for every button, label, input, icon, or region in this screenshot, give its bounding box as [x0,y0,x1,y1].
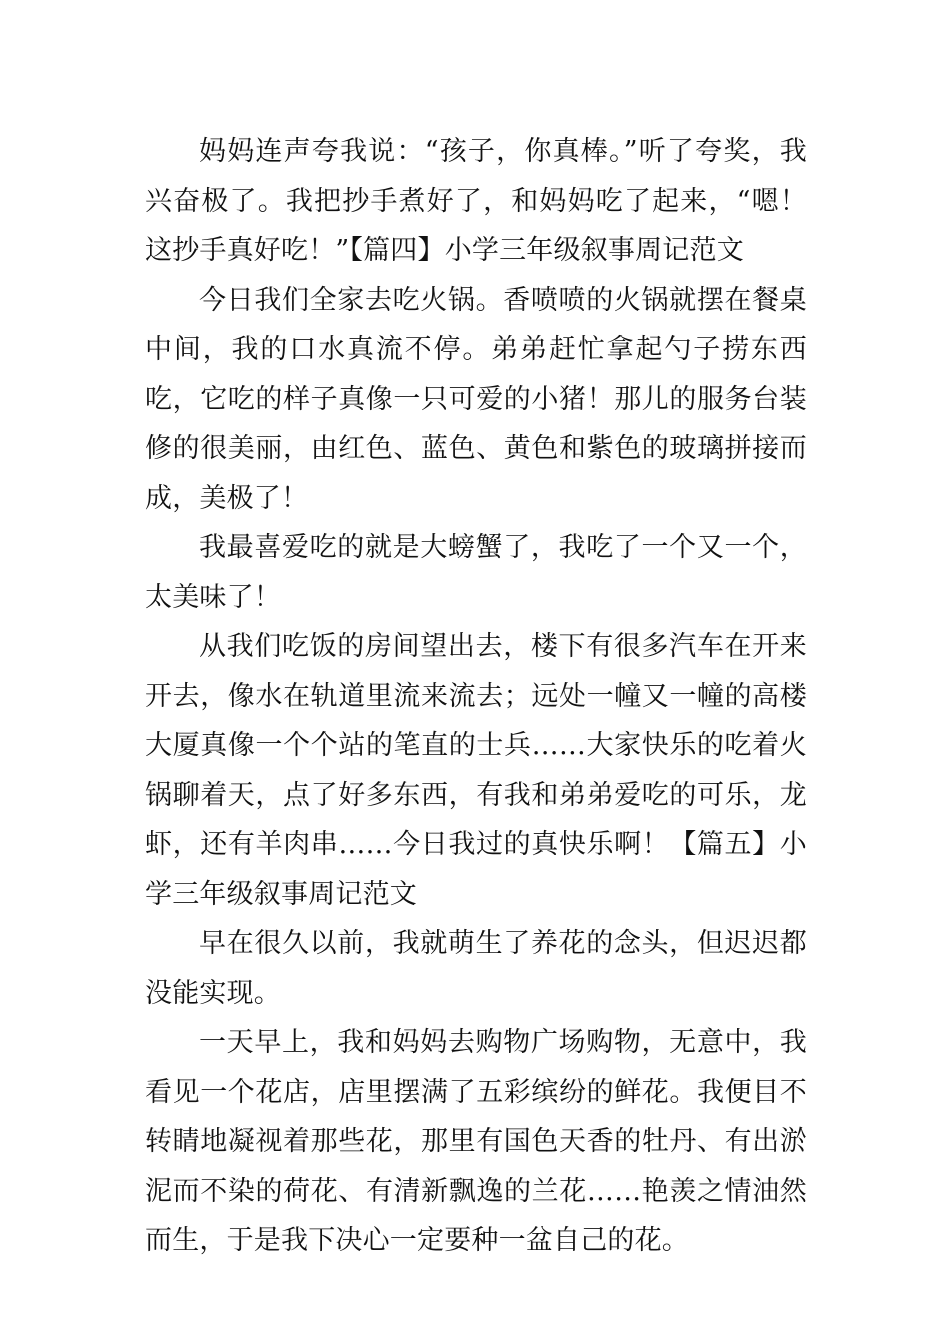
paragraph-3: 我最喜爱吃的就是大螃蟹了，我吃了一个又一个，太美味了！ [145,532,807,613]
paragraph-4: 从我们吃饭的房间望出去，楼下有很多汽车在开来开去，像水在轨道里流来流去；远处一幢又一幢的高楼大厦真像一个个站的笔直的士兵……大家快乐的吃着火锅聊着天，点了好多东西，有我和弟弟爱吃的可乐，龙虾，还有羊肉串……今日我过的真快乐啊！【篇五】小学三年级叙事周记范文 [145,631,807,910]
paragraph-1: 妈妈连声夸我说：“孩子，你真棒。”听了夸奖，我兴奋极了。我把抄手煮好了，和妈妈吃了起来，“嗯！这抄手真好吃！”【篇四】小学三年级叙事周记范文 [145,136,807,266]
paragraph-5: 早在很久以前，我就萌生了养花的念头，但迟迟都没能实现。 [145,928,807,1009]
paragraph-2: 今日我们全家去吃火锅。香喷喷的火锅就摆在餐桌中间，我的口水真流不停。弟弟赶忙拿起勺子捞东西吃，它吃的样子真像一只可爱的小猪！那儿的服务台装修的很美丽，由红色、蓝色、黄色和紫色的玻璃拼接而成，美极了！ [145,284,807,514]
paragraph-6: 一天早上，我和妈妈去购物广场购物，无意中，我看见一个花店，店里摆满了五彩缤纷的鲜花。我便目不转睛地凝视着那些花，那里有国色天香的牡丹、有出淤泥而不染的荷花、有清新飘逸的兰花……艳羡之情油然而生，于是我下决心一定要种一盆自己的花。 [145,1027,807,1256]
article-body [145,127,807,1266]
